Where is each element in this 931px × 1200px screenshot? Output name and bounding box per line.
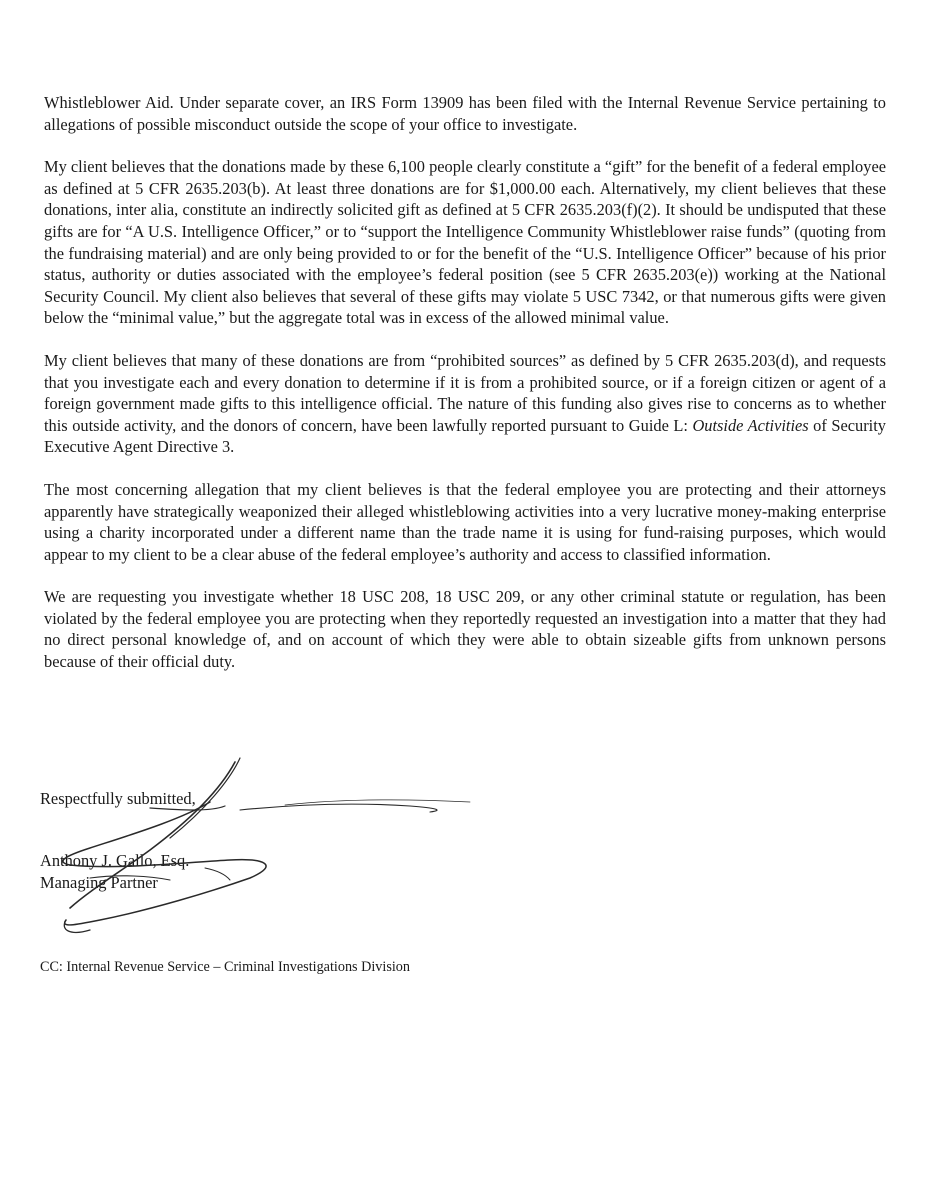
cc-line: CC: Internal Revenue Service – Criminal Investigations Division bbox=[40, 959, 410, 975]
paragraph-whistleblower-aid: Whistleblower Aid. Under separate cover, an IRS Form 13909 has been filed with the Internal Revenue Service pertaining to allegations of possible misconduct outside the scope of your office to investigate. bbox=[44, 93, 886, 134]
paragraph-concerning-allegation: The most concerning allegation that my client believes is that the federal employee you are protecting and their attorneys apparently have strategically weaponized their alleged whistleblowing activities into a very lucrative money-making enterprise using a charity incorporated under a different name than the trade name it is using for fund-raising purposes, which would appear to my client to be a clear abuse of the federal employee’s authority and access to classified information. bbox=[44, 479, 886, 564]
signer-name: Anthony J. Gallo, Esq. bbox=[40, 851, 190, 870]
signature-block bbox=[40, 780, 460, 930]
closing-line: Respectfully submitted, bbox=[40, 789, 196, 808]
paragraph-prohibited-sources bbox=[44, 350, 886, 458]
letter-body bbox=[44, 92, 886, 694]
paragraph-investigation-request: We are requesting you investigate whether 18 USC 208, 18 USC 209, or any other criminal statute or regulation, has been violated by the federal employee you are protecting when they reportedly requested an investigation into a matter that they had no direct personal knowledge of, and on account of which they were able to obtain sizeable gifts from unknown persons because of their official duty. bbox=[44, 587, 886, 672]
signer-title: Managing Partner bbox=[40, 873, 158, 892]
paragraph-gift-allegation: My client believes that the donations made by these 6,100 people clearly constitute a “gift” for the benefit of a federal employee as defined at 5 CFR 2635.203(b). At least three donations are for $1,000.00 each. Alternatively, my client believes that these donations, inter alia, constitute an indirectly solicited gift as defined at 5 CFR 2635.203(f)(2). It should be undisputed that these gifts are for “A U.S. Intelligence Officer,” or to “support the Intelligence Community Whistleblower raise funds” (quoting from the fundraising material) and are only being provided to or for the benefit of the “U.S. Intelligence Officer” because of his prior status, authority or duties associated with the employee’s federal position (see 5 CFR 2635.203(e)) working at the National Security Council. My client also believes that several of these gifts may violate 5 USC 7342, or that numerous gifts were given below the “minimal value,” but the aggregate total was in excess of the allowed minimal value. bbox=[44, 157, 886, 328]
paragraph-prohibited-sources-text: My client believes that many of these donations are from “prohibited sources” as defined by 5 CFR 2635.203(d), and requests that you investigate each and every donation to determine if it is from a prohibited source, or if a foreign citizen or agent of a foreign government made gifts to this intelligence official. The nature of this funding also gives rise to concerns as to whether this outside activity, and the donors of concern, have been lawfully reported pursuant to Guide L: bbox=[44, 350, 886, 435]
paragraph-prohibited-sources-tail: of Security Executive Agent Directive 3. bbox=[44, 415, 886, 457]
guide-title-italic: Outside Activities bbox=[692, 415, 809, 435]
